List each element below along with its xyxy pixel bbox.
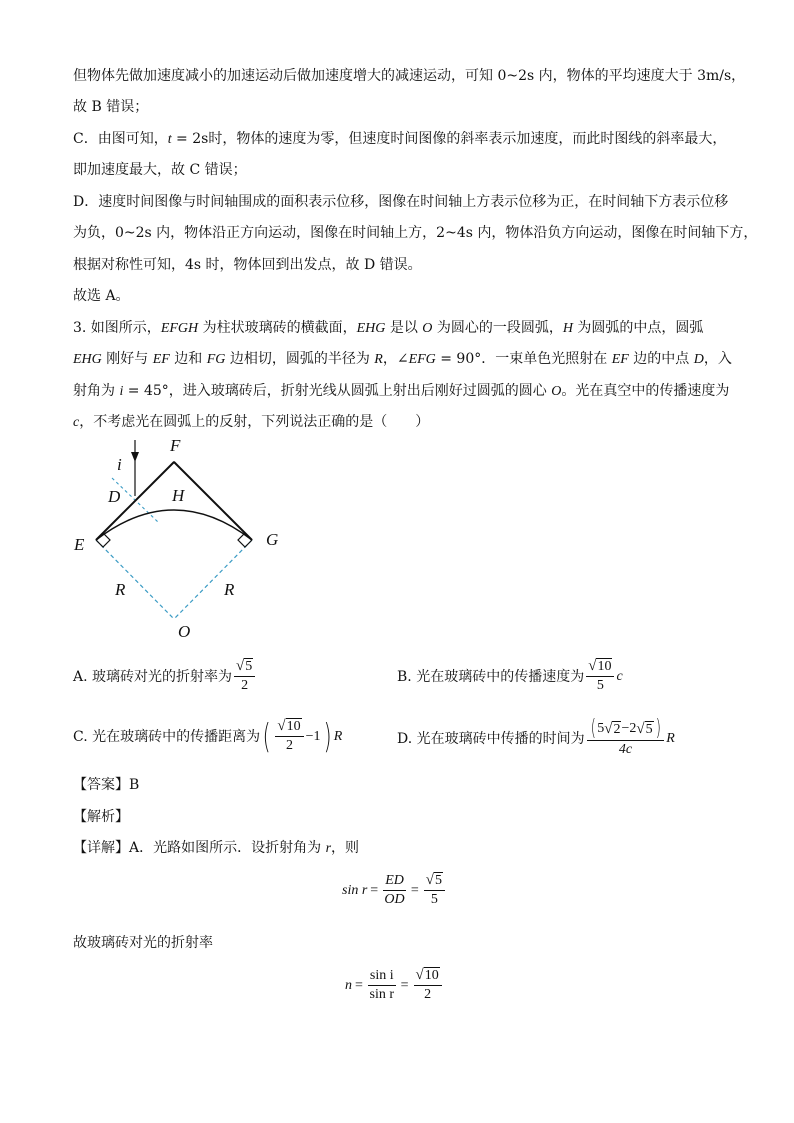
coef: −2 [621,721,637,736]
text-segment: ，入 [703,351,732,367]
question-line [73,318,703,339]
var: c [73,415,80,430]
text-segment: 。光在真空中的传播速度为 [561,383,730,399]
fraction: √ 10 2 [414,967,442,1004]
text-line: 即加速度最大，故 C 错误； [73,162,247,178]
text-segment: 边和 [169,351,207,367]
question-line [73,381,729,402]
text-segment: 射角为 [73,383,120,399]
var: O [551,384,562,399]
text-line: D．速度时间图像与时间轴围成的面积表示位移，图像在时间轴上方表示位移为正，在时间轴下方表示位移 [73,194,729,210]
fraction: ( 5 √ 2 −2 √ 5 ) 4c [587,718,665,759]
label-i: i [117,455,122,474]
label-d: D [108,487,121,506]
option-a-text: A. 玻璃砖对光的折射率为 [73,668,233,685]
text-segment: 为圆弧的中点，圆弧 [572,320,704,336]
text-line: 根据对称性可知，4s 时，物体回到出发点，故 D 错误。 [73,257,422,273]
var-c: c [616,668,623,684]
option-c[interactable] [73,718,342,755]
coef: 5 [597,721,605,736]
radicand: 5 [245,659,253,674]
var-r: R [333,728,343,744]
fraction: √ 5 5 [424,872,445,909]
text-segment: 【详解】A．光路如图所示．设折射角为 [73,840,326,856]
analysis-label: 【解析】 [73,809,129,825]
label-h: H [172,486,185,505]
fraction: √ 10 5 [586,658,614,695]
equation-n: n = $\frac{\text{sin i}}{\text{sin r}}$ = √ 10 2 [345,967,444,1004]
text-segment: = 45°，进入玻璃砖后，折射光线从圆弧上射出后刚好过圆弧的圆心 [123,383,552,399]
var: i [119,384,124,399]
var: FG [206,352,226,367]
denominator: OD [384,892,405,907]
text-segment: 为柱状玻璃砖的横截面， [198,320,357,336]
text-segment: 为圆心的一段圆弧， [432,320,563,336]
label-f: F [170,436,181,455]
text-line [73,129,726,150]
denominator: 5 [596,678,604,693]
text-segment: ，则 [331,840,360,856]
text-segment: 边相切，圆弧的半径为 [225,351,375,367]
denominator: sin r [369,987,395,1002]
numerator: ED [383,872,406,891]
var: H [562,321,573,336]
equation-sin-r: sin r = $\frac{ED}{OD}$ = √ 5 5 [342,872,447,909]
option-d[interactable] [397,718,675,759]
var-t: t [167,132,172,147]
option-c-text: C. 光在玻璃砖中的传播距离为 [73,728,261,745]
minus-one: −1 [305,728,321,744]
option-b-text: B. 光在玻璃砖中的传播速度为 [397,668,585,685]
arc-ehg [96,510,252,540]
paren-right: ) [323,716,332,757]
edge-fg [174,462,252,540]
text-segment: ，∠ [382,351,409,367]
text-segment: 是以 [385,320,423,336]
denominator: 4c [618,742,633,757]
fraction [383,872,406,909]
denominator: 2 [286,738,293,753]
text-segment: 3. 如图所示， [73,320,161,336]
radicand: 5 [645,722,653,737]
var: EFG [408,352,436,367]
denominator: 2 [424,987,432,1002]
text-segment: = 90°．一束单色光照射在 [435,351,612,367]
radicand: 10 [424,968,439,983]
var: O [422,321,433,336]
option-b[interactable] [397,658,623,695]
label-g: G [266,530,279,549]
fraction: √ 10 2 [275,718,303,755]
numerator: sin i [368,967,396,986]
radius-line-right [174,540,252,619]
text-line: 故玻璃砖对光的折射率 [73,935,213,951]
text-segment: 边的中点 [628,351,694,367]
option-d-text: D. 光在玻璃砖中传播的时间为 [397,730,585,747]
paren-left: ( [262,716,271,757]
var: EF [152,352,170,367]
detail-line [73,838,359,859]
var-r: R [666,730,675,746]
radicand: 5 [435,873,443,888]
var: EHG [73,352,102,367]
question-line [73,412,429,433]
var: EF [611,352,629,367]
eq-lhs: n [345,977,352,993]
arrow-head [131,452,139,462]
label-r-left: R [115,580,126,599]
denominator: 5 [430,892,438,907]
text-line: 故 B 错误； [73,99,149,115]
text-segment: = 2s时，物体的速度为零，但速度时间图像的斜率表示加速度，而此时图线的斜率最大， [171,131,727,147]
fraction [368,967,396,1004]
var: EFGH [160,321,199,336]
text-line: 但物体先做加速度减小的加速运动后做加速度增大的减速运动，可知 0~2s 内，物体的平均速度大于 3m/s， [73,68,746,84]
answer-label: 【答案】B [73,777,140,793]
question-line [73,349,732,370]
var: D [693,352,704,367]
label-e: E [74,535,85,554]
label-r-right: R [224,580,235,599]
eq-lhs: sin r [342,882,368,898]
radicand: 10 [597,659,612,674]
var-r: r [325,841,332,856]
text-segment: 刚好与 [101,351,153,367]
radicand: 10 [286,719,301,734]
denominator: 2 [241,678,249,693]
glass-brick-diagram [60,432,300,642]
text-line: 为负，0~2s 内，物体沿正方向运动，图像在时间轴上方，2~4s 内，物体沿负方向运动，图像在时间轴下方， [73,225,758,241]
text-line: 故选 A。 [73,288,130,304]
radius-line-left [96,540,174,619]
radicand: 2 [613,722,621,737]
text-segment: C．由图可知， [73,131,168,147]
option-a[interactable] [73,658,257,695]
fraction: √ 5 2 [234,658,255,695]
var: EHG [356,321,386,336]
text-segment: ，不考虑光在圆弧上的反射，下列说法正确的是（ ） [79,414,430,430]
label-o: O [178,622,191,641]
var: R [374,352,383,367]
